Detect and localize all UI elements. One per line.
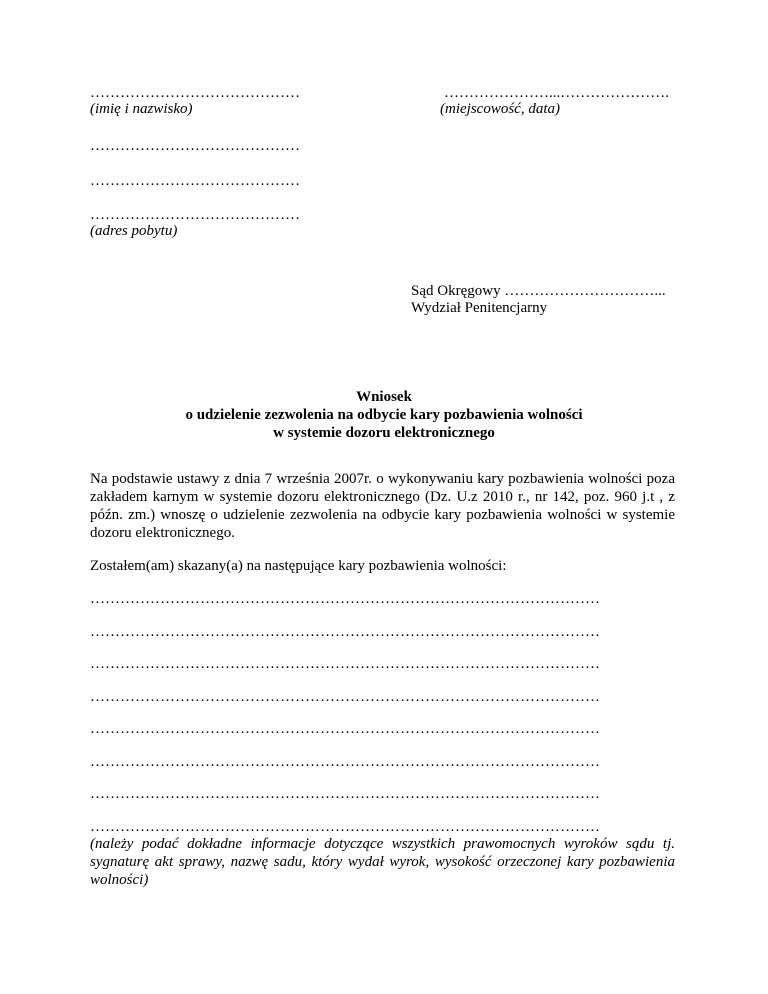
name-dots: …………………………………… bbox=[90, 85, 300, 101]
address-dots-2: …………………………………… bbox=[90, 173, 300, 189]
sentence-line-1: ………………………………………………………………………………………… bbox=[90, 591, 600, 607]
sentences-intro: Zostałem(am) skazany(a) na następujące kary pozbawienia wolności: bbox=[90, 558, 507, 574]
sentence-line-4: ………………………………………………………………………………………… bbox=[90, 689, 600, 705]
sentence-line-5: ………………………………………………………………………………………… bbox=[90, 721, 600, 737]
document-title: Wniosek bbox=[356, 389, 412, 405]
document-subtitle-2: w systemie dozoru elektronicznego bbox=[273, 425, 495, 441]
address-dots-3: …………………………………… bbox=[90, 207, 300, 223]
sentence-line-3: ………………………………………………………………………………………… bbox=[90, 656, 600, 672]
instruction-note: (należy podać dokładne informacje dotyczące wszystkich prawomocnych wyroków sądu tj. sygnaturę akt sprawy, nazwę sadu, który wydał wyrok, wysokość orzeczonej kary pozbawienia wolności) bbox=[90, 836, 675, 888]
sentence-line-8: ………………………………………………………………………………………… bbox=[90, 819, 600, 835]
court-name: Sąd Okręgowy …………………………... bbox=[411, 283, 666, 299]
name-label: (imię i nazwisko) bbox=[90, 101, 193, 117]
place-date-dots: …………………...…………………. bbox=[444, 85, 669, 101]
place-date-label: (miejscowość, data) bbox=[440, 101, 560, 117]
address-dots-1: …………………………………… bbox=[90, 138, 300, 154]
sentence-line-7: ………………………………………………………………………………………… bbox=[90, 786, 600, 802]
legal-basis-paragraph: Na podstawie ustawy z dnia 7 września 2007r. o wykonywaniu kary pozbawienia wolności poza zakładem karnym w systemie dozoru elektronicznego (Dz. U.z 2010 r., nr 142, poz. 960 j.t , z późn. zm.) wnoszę o udzielenie zezwolenia na odbycie kary pozbawienia wolności w systemie dozoru elektronicznego. bbox=[90, 471, 675, 541]
document-subtitle-1: o udzielenie zezwolenia na odbycie kary pozbawienia wolności bbox=[185, 407, 583, 423]
address-label: (adres pobytu) bbox=[90, 223, 178, 239]
court-department: Wydział Penitencjarny bbox=[411, 300, 548, 316]
sentence-line-2: ………………………………………………………………………………………… bbox=[90, 624, 600, 640]
sentence-line-6: ………………………………………………………………………………………… bbox=[90, 754, 600, 770]
